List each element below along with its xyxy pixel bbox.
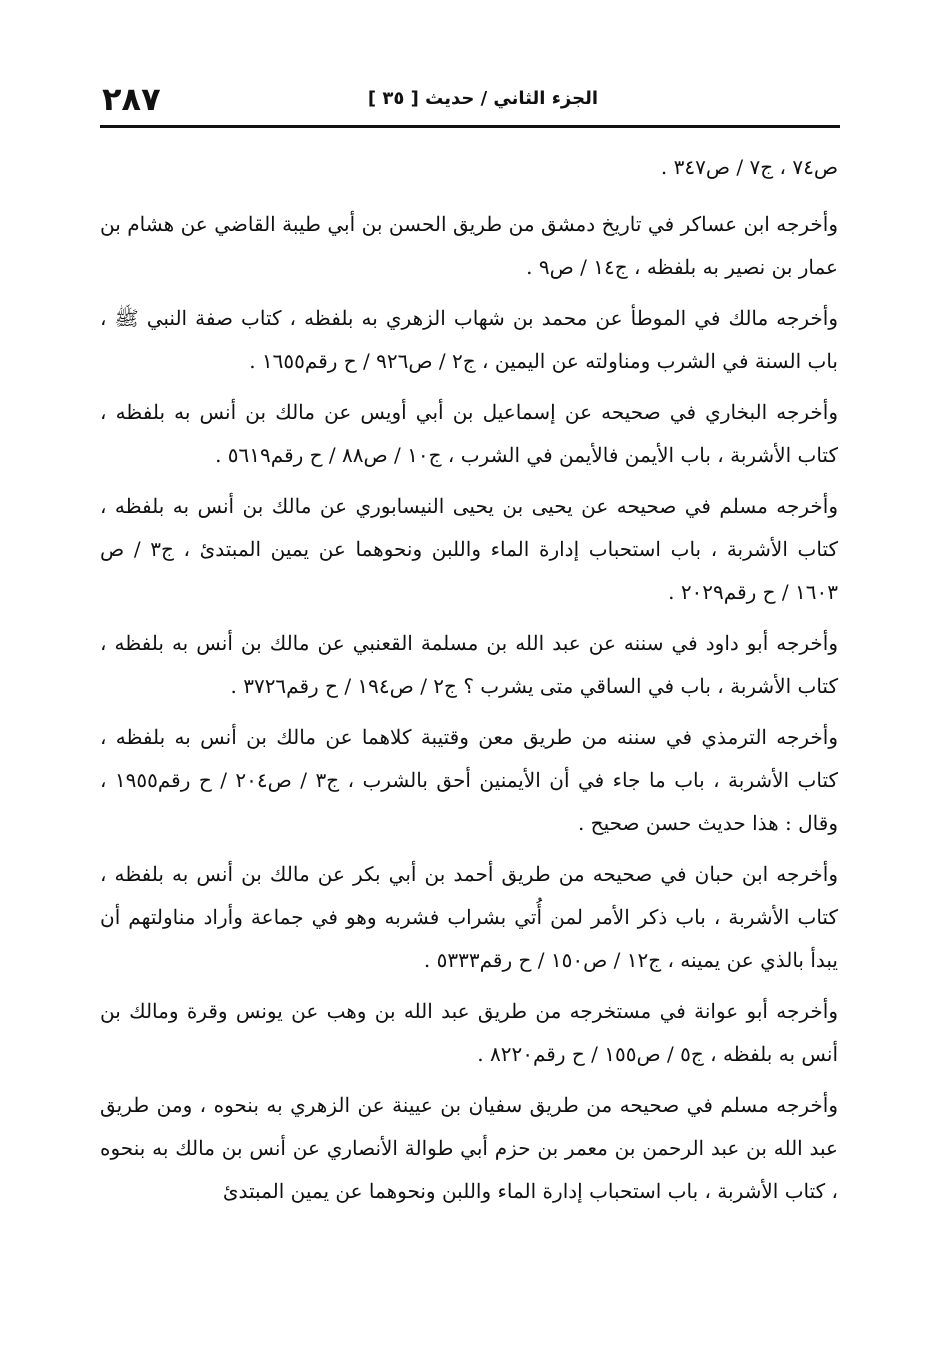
- paragraph: وأخرجه ابن عساكر في تاريخ دمشق من طريق الحسن بن أبي طيبة القاضي عن هشام بن عمار بن نصير به بلفظه ، ج١٤ / ص٩ .: [100, 212, 838, 279]
- running-head: الجزء الثاني / حديث [ ٣٥ ]: [367, 88, 598, 109]
- paragraph: وأخرجه مالك في الموطأ عن محمد بن شهاب الزهري به بلفظه ، كتاب صفة النبي ﷺ ، باب السنة في الشرب ومناولته عن اليمين ، ج٢ / ص٩٢٦ / ح رقم١٦٥٥ .: [100, 306, 838, 373]
- paragraph: ص٧٤ ، ج٧ / ص٣٤٧ .: [660, 155, 838, 179]
- header-divider: [100, 125, 840, 128]
- paragraph: وأخرجه ابن حبان في صحيحه من طريق أحمد بن أبي بكر عن مالك بن أنس به بلفظه ، كتاب الأشربة ، باب ذكر الأمر لمن أُتي بشراب فشربه وهو في جماعة وأراد مناولتهم أن يبدأ بالذي عن يمينه ، ج١٢ / ص١٥٠ / ح رقم٥٣٣٣ .: [100, 862, 838, 972]
- paragraph: وأخرجه أبو داود في سننه عن عبد الله بن مسلمة القعنبي عن مالك بن أنس به بلفظه ، كتاب الأشربة ، باب في الساقي متى يشرب ؟ ج٢ / ص١٩٤ / ح رقم٣٧٢٦ .: [100, 631, 838, 698]
- paragraph: وأخرجه الترمذي في سننه من طريق معن وقتيبة كلاهما عن مالك بن أنس به بلفظه ، كتاب الأشربة ، باب ما جاء في أن الأيمنين أحق بالشرب ، ج٣ / ص٢٠٤ / ح رقم١٩٥٥ ، وقال : هذا حديث حسن صحيح .: [100, 725, 839, 835]
- page-header: [100, 78, 840, 124]
- page-body: [100, 146, 838, 1221]
- paragraph: وأخرجه مسلم في صحيحه من طريق سفيان بن عيينة عن الزهري به بنحوه ، ومن طريق عبد الله بن عبد الرحمن بن معمر بن حزم أبي طوالة الأنصاري عن أنس بن مالك به بنحوه ، كتاب الأشربة ، باب استحباب إدارة الماء واللبن ونحوهما عن يمين المبتدئ: [100, 1093, 838, 1203]
- page-number: ٢٨٧: [102, 80, 161, 118]
- paragraph: وأخرجه مسلم في صحيحه عن يحيى بن يحيى النيسابوري عن مالك بن أنس به بلفظه ، كتاب الأشربة ، باب استحباب إدارة الماء واللبن ونحوهما عن يمين المبتدئ ، ج٣ / ص ١٦٠٣ / ح رقم٢٠٢٩ .: [100, 494, 839, 604]
- paragraph: وأخرجه أبو عوانة في مستخرجه من طريق عبد الله بن وهب عن يونس وقرة ومالك بن أنس به بلفظه ، ج٥ / ص١٥٥ / ح رقم٨٢٢٠ .: [100, 999, 838, 1066]
- paragraph: وأخرجه البخاري في صحيحه عن إسماعيل بن أبي أويس عن مالك بن أنس به بلفظه ، كتاب الأشربة ، باب الأيمن فالأيمن في الشرب ، ج١٠ / ص٨٨ / ح رقم٥٦١٩ .: [100, 400, 838, 467]
